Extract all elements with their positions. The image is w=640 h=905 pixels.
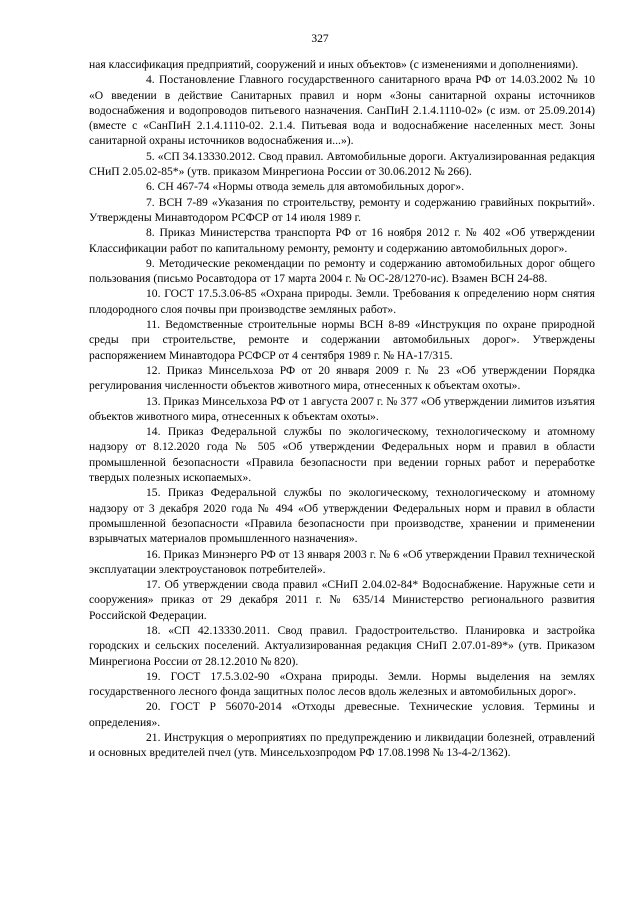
reference-item-9: 9. Методические рекомендации по ремонту и содержанию автомобильных дорог общего пользования (письмо Росавтодора от 17 марта 2004 г. № ОС-28/1270-ис). Взамен ВСН 24-88. — [89, 256, 595, 286]
reference-item-14: 14. Приказ Федеральной службы по экологическому, технологическому и атомному надзору от 8.12.2020 года № 505 «Об утверждении Федеральных норм и правил в области промышленной безопасности «Правила безопасности при ведении горных работ и переработке твердых полезных ископаемых». — [89, 425, 595, 485]
reference-item-19: 19. ГОСТ 17.5.3.02-90 «Охрана природы. Земли. Нормы выделения на землях государственного лесного фонда защитных полос лесов вдоль железных и автомобильных дорог». — [89, 669, 595, 699]
reference-item-4: 4. Постановление Главного государственного санитарного врача РФ от 14.03.2002 № 10 «О введении в действие Санитарных правил и норм «Зоны санитарной охраны источников водоснабжения и водопроводов питьевого назначения. СанПиН 2.1.4.1110-02» (с изм. от 25.09.2014) (вместе с «СанПиН 2.1.4.1110-02. 2.1.4. Питьевая вода и водоснабжение населенных мест. Зоны санитарной охраны источников водоснабжения и...»). — [89, 73, 595, 148]
reference-item-12: 12. Приказ Минсельхоза РФ от 20 января 2009 г. № 23 «Об утверждении Порядка регулирования численности объектов животного мира, отнесенных к объектам охоты». — [89, 363, 595, 393]
reference-item-13: 13. Приказ Минсельхоза РФ от 1 августа 2007 г. № 377 «Об утверждении лимитов изъятия объектов животного мира, отнесенных к объектам охоты». — [89, 394, 595, 423]
reference-item-21: 21. Инструкция о мероприятиях по предупреждению и ликвидации болезней, отравлений и основных вредителей пчел (утв. Минсельхозпродом РФ 17.08.1998 № 13-4-2/1362). — [89, 731, 595, 760]
reference-item-10: 10. ГОСТ 17.5.3.06-85 «Охрана природы. Земли. Требования к определению норм снятия плодородного слоя почвы при производстве земляных работ». — [89, 287, 595, 316]
page-number: 327 — [311, 33, 329, 45]
reference-item-17: 17. Об утверждении свода правил «СНиП 2.04.02-84* Водоснабжение. Наружные сети и сооружения» приказ от 29 декабря 2011 г. № 635/14 Министерство регионального развития Российской Федерации. — [89, 578, 595, 622]
reference-item-5: 5. «СП 34.13330.2012. Свод правил. Автомобильные дороги. Актуализированная редакция СНиП 2.05.02-85*» (утв. приказом Минрегиона России от 30.06.2012 № 266). — [89, 149, 595, 179]
reference-item-11: 11. Ведомственные строительные нормы ВСН 8-89 «Инструкция по охране природной среды при строительстве, ремонте и содержании автомобильных дорог». Утверждены распоряжением Минавтодора РСФСР от 4 сентября 1989 г. № НА-17/315. — [89, 318, 595, 362]
reference-item-15: 15. Приказ Федеральной службы по экологическому, технологическому и атомному надзору от 3 декабря 2020 года № 494 «Об утверждении Федеральных норм и правил в области промышленной безопасности «Правила безопасности при производстве, хранении и применении взрывчатых материалов промышленного назначения». — [89, 486, 595, 546]
reference-item-16: 16. Приказ Минэнерго РФ от 13 января 2003 г. № 6 «Об утверждении Правил технической эксплуатации электроустановок потребителей». — [89, 547, 595, 576]
reference-item-20: 20. ГОСТ Р 56070-2014 «Отходы древесные. Технические условия. Термины и определения». — [89, 700, 595, 729]
paragraph-continuation: ная классификация предприятий, сооружений и иных объектов» (с изменениями и дополнениями). — [89, 58, 579, 71]
document-body — [89, 57, 595, 761]
reference-item-7: 7. ВСН 7-89 «Указания по строительству, ремонту и содержанию гравийных покрытий». Утверждены Минавтодором РСФСР от 14 июля 1989 г. — [89, 195, 595, 224]
reference-item-18: 18. «СП 42.13330.2011. Свод правил. Градостроительство. Планировка и застройка городских и сельских поселений. Актуализированная редакция СНиП 2.07.01-89*» (утв. Приказом Минрегиона России от 28.12.2010 № 820). — [89, 623, 595, 668]
reference-item-8: 8. Приказ Министерства транспорта РФ от 16 ноября 2012 г. № 402 «Об утверждении Классификации работ по капитальному ремонту, ремонту и содержанию автомобильных дорог». — [89, 226, 595, 255]
reference-item-6: 6. СН 467-74 «Нормы отвода земель для автомобильных дорог». — [146, 180, 465, 194]
